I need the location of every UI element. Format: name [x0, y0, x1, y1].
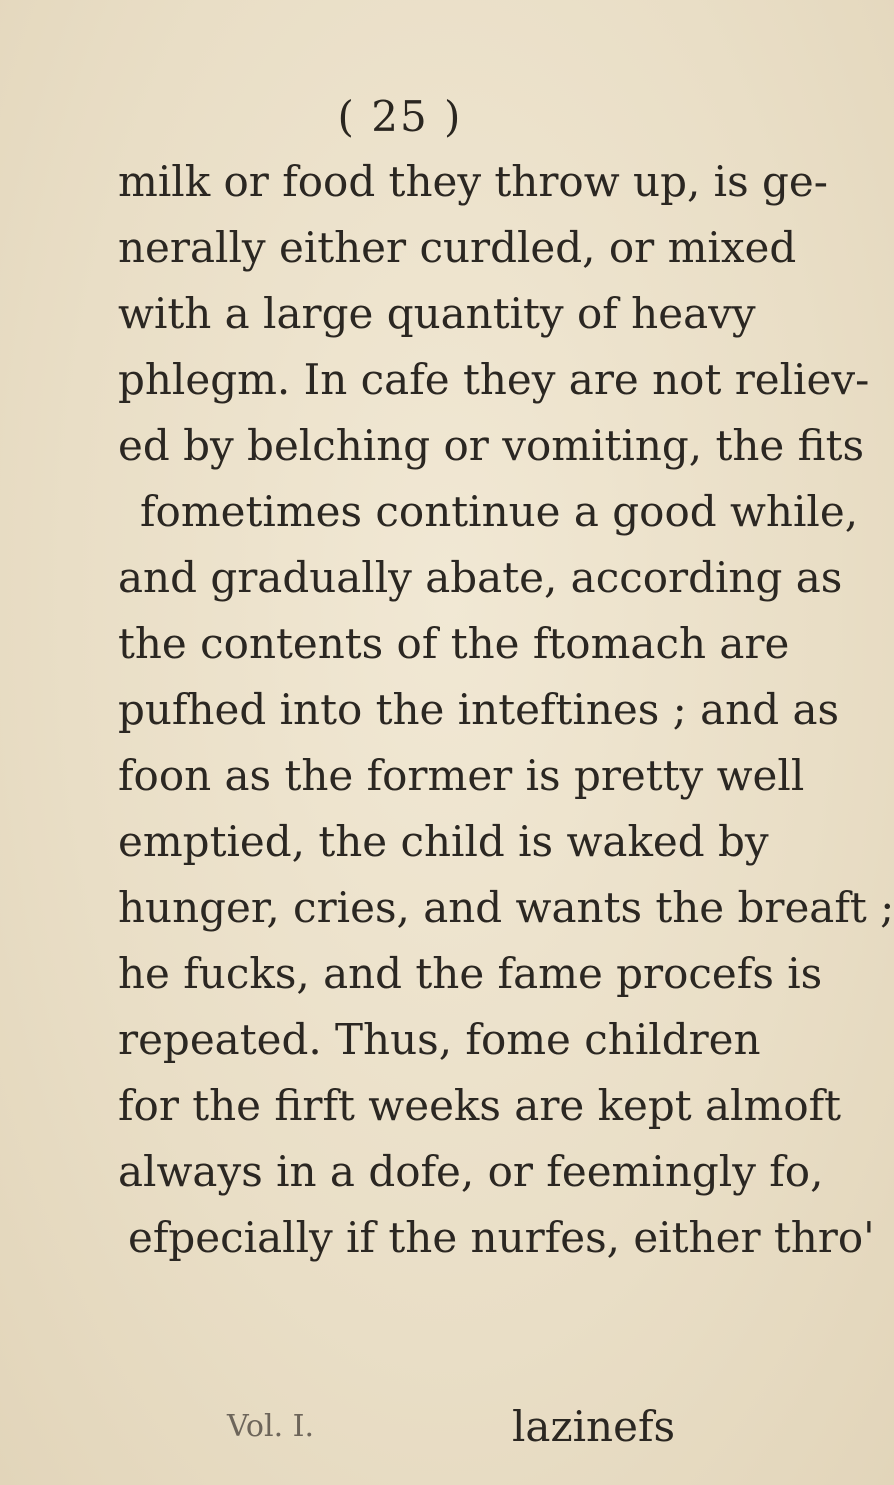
text-line: ed by belching or vomiting, the fits [118, 421, 865, 470]
text-line: pufhed into the inteftines ; and as [118, 685, 840, 734]
text-line: milk or food they throw up, is ge- [118, 157, 828, 206]
text-line: fometimes continue a good while, [140, 487, 859, 536]
text-line: with a large quantity of heavy [118, 289, 756, 338]
text-line: he fucks, and the fame procefs is [118, 949, 823, 998]
text-line: and gradually abate, according as [118, 553, 843, 602]
text-line: the contents of the ftomach are [118, 619, 790, 668]
text-line: emptied, the child is waked by [118, 817, 769, 866]
text-line: foon as the former is pretty well [118, 751, 805, 800]
text-line: efpecially if the nurfes, either thro' [128, 1213, 875, 1262]
catchword: lazinefs [512, 1402, 676, 1451]
text-line: always in a dofe, or feemingly fo, [118, 1147, 824, 1196]
page-number: ( 25 ) [337, 92, 463, 141]
text-line: nerally either curdled, or mixed [118, 223, 797, 272]
text-line: phlegm. In cafe they are not reliev- [118, 355, 870, 404]
text-line: hunger, cries, and wants the breaft ; [118, 883, 894, 932]
signature-mark: Vol. I. [227, 1409, 315, 1444]
text-line: for the firft weeks are kept almoft [118, 1081, 842, 1130]
text-line: repeated. Thus, fome children [118, 1015, 761, 1064]
